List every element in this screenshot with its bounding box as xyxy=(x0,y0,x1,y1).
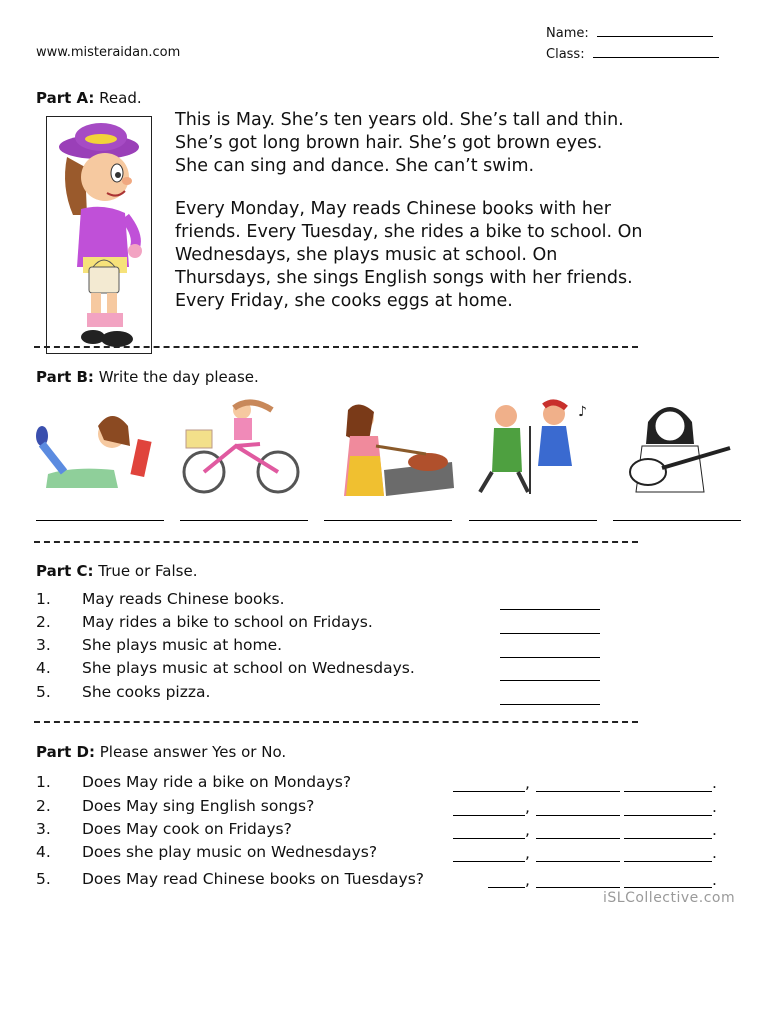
yes-no-blank[interactable] xyxy=(453,861,525,862)
question-item: 4. She plays music at school on Wednesdays. xyxy=(36,659,415,677)
question-item: 5. Does May read Chinese books on Tuesdays? xyxy=(36,870,424,888)
site-url: www.misteraidan.com xyxy=(36,45,181,60)
svg-text:♪: ♪ xyxy=(578,404,587,420)
answer-verb-blank[interactable] xyxy=(624,838,712,839)
section-divider xyxy=(34,721,638,723)
comma: , xyxy=(525,798,530,816)
answer-verb-blank[interactable] xyxy=(624,887,712,888)
answer-blank-4[interactable] xyxy=(469,520,597,521)
part-c-instruction: True or False. xyxy=(98,562,198,580)
part-c-title xyxy=(36,562,197,580)
true-false-blank[interactable] xyxy=(500,609,600,610)
answer-subject-blank[interactable] xyxy=(536,815,620,816)
yes-no-blank[interactable] xyxy=(453,815,525,816)
section-divider xyxy=(34,541,638,543)
period: . xyxy=(712,798,717,816)
section-divider xyxy=(34,346,638,348)
answer-subject-blank[interactable] xyxy=(536,887,620,888)
true-false-blank[interactable] xyxy=(500,704,600,705)
may-illustration xyxy=(47,117,151,353)
answer-verb-blank[interactable] xyxy=(624,815,712,816)
question-item: 1. May reads Chinese books. xyxy=(36,590,285,608)
part-a-label: Part A: xyxy=(36,89,95,107)
answer-verb-blank[interactable] xyxy=(624,791,712,792)
yes-no-blank[interactable] xyxy=(453,838,525,839)
question-item: 3. Does May cook on Fridays? xyxy=(36,820,292,838)
part-a-instruction: Read. xyxy=(99,89,142,107)
question-item: 5. She cooks pizza. xyxy=(36,683,211,701)
girl-reading-picture xyxy=(34,396,164,500)
name-blank[interactable] xyxy=(597,24,713,37)
period: . xyxy=(712,871,717,889)
question-item: 3. She plays music at home. xyxy=(36,636,283,654)
question-item: 2. Does May sing English songs? xyxy=(36,797,315,815)
class-blank[interactable] xyxy=(593,45,719,58)
part-a-paragraph-2: Every Monday, May reads Chinese books with her friends. Every Tuesday, she rides a bike to school. On Wednesdays, she plays music at school. On Thursdays, she sings English songs with her friends. Every Friday, she cooks eggs at home. xyxy=(175,199,643,311)
question-item: 1. Does May ride a bike on Mondays? xyxy=(36,773,352,791)
people-singing-picture xyxy=(468,396,598,500)
period: . xyxy=(712,844,717,862)
part-b-title xyxy=(36,368,259,386)
yes-no-blank[interactable] xyxy=(453,791,525,792)
answer-blank-5[interactable] xyxy=(613,520,741,521)
true-false-blank[interactable] xyxy=(500,680,600,681)
answer-subject-blank[interactable] xyxy=(536,838,620,839)
part-d-title xyxy=(36,743,286,761)
answer-verb-blank[interactable] xyxy=(624,861,712,862)
part-b-instruction: Write the day please. xyxy=(98,368,259,386)
part-c-label: Part C: xyxy=(36,562,94,580)
period: . xyxy=(712,774,717,792)
comma: , xyxy=(525,844,530,862)
name-field[interactable] xyxy=(546,24,713,41)
girl-playing-guitar-picture xyxy=(612,396,742,500)
yes-no-blank[interactable] xyxy=(488,887,525,888)
answer-subject-blank[interactable] xyxy=(536,861,620,862)
answer-blank-1[interactable] xyxy=(36,520,164,521)
class-label: Class: xyxy=(546,47,585,62)
girl-riding-bike-picture xyxy=(180,396,310,500)
name-label: Name: xyxy=(546,26,589,41)
question-item: 2. May rides a bike to school on Fridays. xyxy=(36,613,373,631)
watermark: iSLCollective.com xyxy=(603,890,736,906)
part-a-title xyxy=(36,89,142,107)
question-item: 4. Does she play music on Wednesdays? xyxy=(36,843,378,861)
comma: , xyxy=(525,774,530,792)
woman-cooking-picture xyxy=(336,396,466,500)
part-b-label: Part B: xyxy=(36,368,94,386)
comma: , xyxy=(525,871,530,889)
true-false-blank[interactable] xyxy=(500,657,600,658)
part-d-label: Part D: xyxy=(36,743,95,761)
answer-blank-2[interactable] xyxy=(180,520,308,521)
comma: , xyxy=(525,821,530,839)
true-false-blank[interactable] xyxy=(500,633,600,634)
period: . xyxy=(712,821,717,839)
answer-subject-blank[interactable] xyxy=(536,791,620,792)
may-portrait xyxy=(46,116,152,354)
part-a-paragraph-1: This is May. She’s ten years old. She’s tall and thin. She’s got long brown hair. She’s got brown eyes. She can sing and dance. She can’t swim. xyxy=(175,110,624,176)
answer-blank-3[interactable] xyxy=(324,520,452,521)
part-d-instruction: Please answer Yes or No. xyxy=(99,743,287,761)
class-field[interactable] xyxy=(546,45,719,62)
